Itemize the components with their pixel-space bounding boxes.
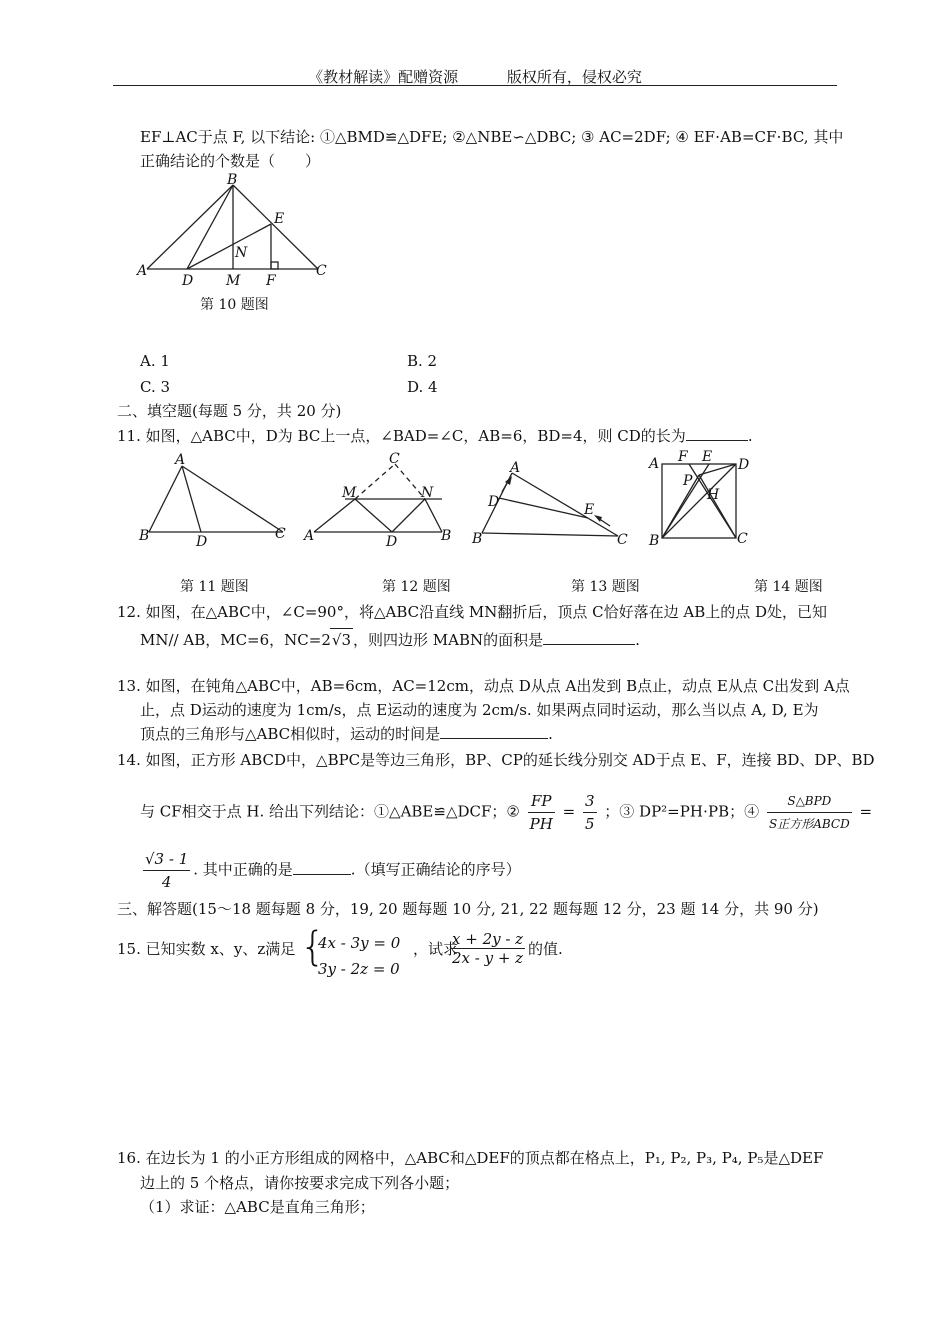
q10-option-c: C. 3	[140, 378, 171, 396]
svg-text:E: E	[702, 449, 713, 465]
q11-blank	[686, 440, 748, 441]
q14-line1: 14. 如图，正方形 ABCD中，△BPC是等边三角形，BP、CP的延长线分别交 AD于点 E、F，连接 BD、DP、BD	[117, 751, 875, 769]
label-N: N	[235, 245, 248, 261]
svg-text:A: A	[649, 456, 660, 472]
q14-figure	[645, 447, 765, 547]
svg-text:P: P	[683, 473, 693, 489]
svg-text:B: B	[472, 531, 483, 547]
section3-title: 三、解答题(15～18 题每题 8 分，19, 20 题每题 10 分, 21, 22 题每题 12 分，23 题 14 分，共 90 分)	[117, 900, 819, 918]
q12-line2	[140, 628, 640, 651]
q16-line1: 16. 在边长为 1 的小正方形组成的网格中，△ABC和△DEF的顶点都在格点上，P₁, P₂, P₃, P₄, P₅是△DEF	[117, 1149, 824, 1167]
q15-eq1: 4x - 3y = 0	[318, 934, 401, 952]
svg-text:C: C	[275, 526, 286, 542]
q13-blank	[440, 738, 548, 739]
q14-line3-end: .（填写正确结论的序号）	[350, 860, 521, 879]
svg-text:D: D	[196, 534, 208, 550]
q13-end: .	[548, 725, 553, 743]
svg-text:M: M	[342, 485, 357, 501]
q15-numerator: x + 2y - z	[452, 930, 524, 948]
q12-end: .	[635, 631, 640, 649]
q13-line3	[140, 723, 553, 745]
svg-text:A: A	[510, 460, 521, 476]
q15-eq2: 3y - 2z = 0	[318, 960, 400, 978]
q12-line2b: ，则四边形 MABN的面积是	[353, 631, 544, 649]
q14-frac-root: $\frac{√3 - 1}{4}$	[145, 850, 189, 891]
svg-text:D: D	[738, 457, 750, 473]
label-C: C	[316, 263, 327, 279]
q14-frac-fp-ph: $\frac{FP}{PH}$	[529, 792, 553, 833]
svg-text:E: E	[584, 502, 595, 518]
q12-line2a: MN// AB，MC=6，NC=2	[140, 631, 331, 649]
q14-frac-area: $\frac{\text{S△BPD}}{\text{S正方形ABCD}}$	[767, 790, 852, 835]
q13-line2: 止，点 D运动的速度为 1cm/s，点 E运动的速度为 2cm/s. 如果两点同时运动，那么当以点 A, D, E为	[140, 701, 819, 719]
q13-line1: 13. 如图，在钝角△ABC中，AB=6cm，AC=12cm，动点 D从点 A出发到 B点止，动点 E从点 C出发到 A点	[117, 677, 850, 695]
q14-caption: 第 14 题图	[754, 579, 823, 595]
q15-lead: 15. 已知实数 x、y、z满足	[117, 940, 296, 958]
q15-frac	[450, 930, 525, 967]
header-rule	[113, 85, 837, 86]
q14-line2b: ；③ DP²=PH⋅PB；④	[604, 802, 760, 821]
q12-caption: 第 12 题图	[382, 579, 451, 595]
q14-line3-text: . 其中正确的是	[193, 860, 293, 879]
q13-line3-text: 顶点的三角形与△ABC相似时，运动的时间是	[140, 725, 441, 743]
svg-text:B: B	[441, 528, 452, 544]
q12-sqrt: √3	[330, 628, 353, 651]
label-A: A	[137, 263, 148, 279]
svg-text:D: D	[386, 534, 398, 550]
q10-line1: EF⊥AC于点 F, 以下结论: ①△BMD≌△DFE; ②△NBE∽△DBC; ③ AC=2DF; ④ EF⋅AB=CF⋅BC, 其中	[140, 128, 844, 146]
svg-text:H: H	[707, 487, 720, 503]
page-header	[0, 66, 950, 87]
q14-frac-3-5: $\frac{3}{5}$	[584, 792, 595, 833]
label-F: F	[266, 273, 276, 289]
label-D: D	[182, 273, 194, 289]
q16-line3: （1）求证：△ABC是直角三角形；	[140, 1198, 375, 1216]
q12-blank	[543, 644, 635, 645]
q13-figure	[470, 458, 635, 553]
q14-line3	[140, 848, 521, 893]
label-B: B	[227, 172, 238, 188]
q12-sqrt-value: 3	[341, 631, 351, 649]
q10-line2: 正确结论的个数是（ ）	[140, 152, 321, 170]
q11-text	[117, 425, 753, 447]
q11-end: .	[747, 427, 753, 445]
q11-figure	[135, 450, 295, 550]
svg-text:B: B	[139, 528, 150, 544]
q16-line2: 边上的 5 个格点，请你按要求完成下列各小题；	[140, 1174, 460, 1192]
q15-end: 的值.	[528, 940, 563, 958]
svg-text:C: C	[617, 532, 628, 548]
header-right: 版权所有，侵权必究	[506, 68, 642, 86]
q14-blank	[293, 874, 351, 875]
svg-text:B: B	[649, 533, 660, 547]
q14-line2a: 与 CF相交于点 H. 给出下列结论：①△ABE≌△DCF；②	[140, 802, 520, 821]
q12-figure	[300, 450, 460, 550]
svg-text:C: C	[737, 531, 748, 547]
q14-eq: =	[562, 802, 576, 821]
label-M: M	[226, 273, 241, 289]
svg-text:D: D	[488, 494, 500, 510]
q10-option-a: A. 1	[140, 352, 170, 370]
q10-figure	[135, 172, 335, 292]
svg-text:A: A	[304, 528, 315, 544]
q10-option-d: D. 4	[407, 378, 438, 396]
q15-denominator: 2x - y + z	[452, 949, 524, 967]
q10-option-b: B. 2	[407, 352, 438, 370]
section2-title: 二、填空题(每题 5 分，共 20 分)	[117, 402, 342, 420]
q11-body: 11. 如图，△ABC中，D为 BC上一点，∠BAD=∠C，AB=6，BD=4，则 CD的长为	[117, 427, 686, 445]
q11-caption: 第 11 题图	[180, 579, 249, 595]
q10-caption: 第 10 题图	[200, 297, 269, 313]
svg-text:C: C	[389, 451, 400, 467]
q13-caption: 第 13 题图	[571, 579, 640, 595]
svg-text:A: A	[175, 452, 186, 468]
svg-text:N: N	[421, 485, 434, 501]
q15-mid: ，试求	[413, 940, 459, 958]
q15-brace: {	[300, 924, 326, 970]
q12-line1: 12. 如图，在△ABC中，∠C=90°，将△ABC沿直线 MN翻折后，顶点 C恰好落在边 AB上的点 D处，已知	[117, 603, 828, 621]
q14-line2: 与 CF相交于点 H. 给出下列结论：①△ABE≌△DCF；② $\frac{FP}{PH}$ = $\frac{3}{5}$ ；③ DP²=PH⋅PB；④ $\frac{\text{S△BPD}}{\text{S正方形ABCD}}$ =	[140, 792, 873, 833]
header-left: 《教材解读》配赠资源	[308, 68, 459, 86]
svg-text:F: F	[678, 449, 688, 465]
label-E: E	[274, 211, 285, 227]
